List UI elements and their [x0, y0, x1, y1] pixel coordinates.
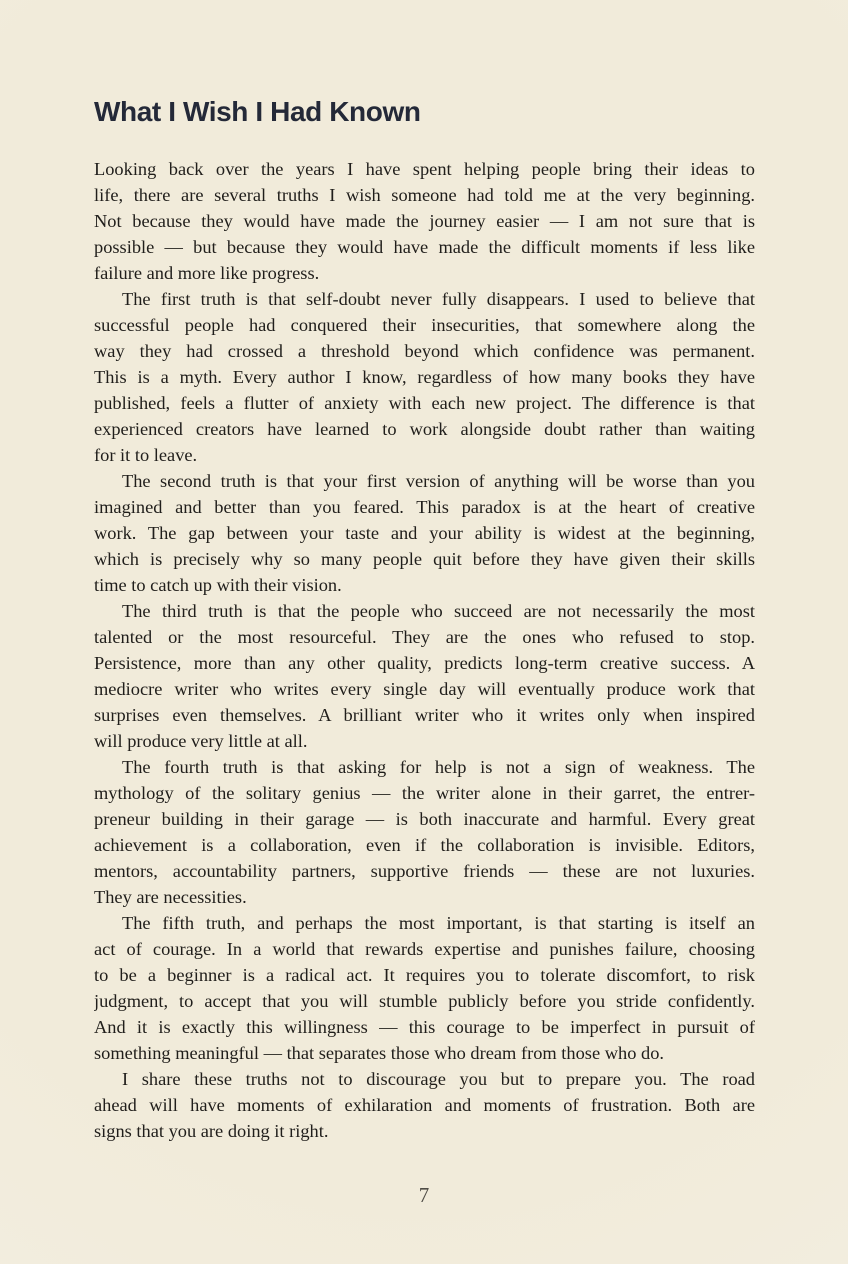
text-line: way they had crossed a threshold beyond which confidence was permanent. [94, 341, 755, 361]
text-line: failure and more like progress. [94, 263, 320, 283]
text-line: mythology of the solitary genius — the writer alone in their garret, the entrer- [94, 783, 755, 803]
text-line: which is precisely why so many people quit before they have given their skills [94, 549, 755, 569]
text-line: Persistence, more than any other quality, predicts long-term creative success. A [94, 653, 755, 673]
page-content [94, 0, 755, 1144]
text-line: I share these truths not to discourage you but to prepare you. The road [122, 1069, 755, 1089]
text-line: imagined and better than you feared. This paradox is at the heart of creative [94, 497, 755, 517]
paragraph [94, 598, 755, 754]
text-line: signs that you are doing it right. [94, 1121, 329, 1141]
text-line: mediocre writer who writes every single day will eventually produce work that [94, 679, 755, 699]
paragraph [94, 754, 755, 910]
text-line: time to catch up with their vision. [94, 575, 342, 595]
text-line: This is a myth. Every author I know, regardless of how many books they have [94, 367, 755, 387]
text-line: will produce very little at all. [94, 731, 308, 751]
text-line: successful people had conquered their insecurities, that somewhere along the [94, 315, 755, 335]
text-line: mentors, accountability partners, supportive friends — these are not luxuries. [94, 861, 755, 881]
text-line: for it to leave. [94, 445, 198, 465]
paragraph [94, 468, 755, 598]
text-line: talented or the most resourceful. They are the ones who refused to stop. [94, 627, 755, 647]
paragraph [94, 156, 755, 286]
text-line: The fourth truth is that asking for help is not a sign of weakness. The [122, 757, 755, 777]
text-line: They are necessities. [94, 887, 247, 907]
text-line: something meaningful — that separates those who dream from those who do. [94, 1043, 664, 1063]
chapter-title: What I Wish I Had Known [94, 96, 421, 127]
text-line: life, there are several truths I wish someone had told me at the very beginning. [94, 185, 755, 205]
text-line: surprises even themselves. A brilliant writer who it writes only when inspired [94, 705, 755, 725]
text-line: to be a beginner is a radical act. It requires you to tolerate discomfort, to risk [94, 965, 755, 985]
paragraph [94, 910, 755, 1066]
text-line: achievement is a collaboration, even if the collaboration is invisible. Editors, [94, 835, 755, 855]
text-line: The fifth truth, and perhaps the most important, is that starting is itself an [122, 913, 755, 933]
article-body [94, 156, 755, 1144]
text-line: Looking back over the years I have spent helping people bring their ideas to [94, 159, 755, 179]
text-line: work. The gap between your taste and your ability is widest at the beginning, [94, 523, 755, 543]
text-line: judgment, to accept that you will stumble publicly before you stride confidently. [94, 991, 755, 1011]
text-line: Not because they would have made the journey easier — I am not sure that is [94, 211, 755, 231]
text-line: The first truth is that self-doubt never fully disappears. I used to believe that [122, 289, 755, 309]
paragraph [94, 286, 755, 468]
text-line: The second truth is that your first version of anything will be worse than you [122, 471, 755, 491]
text-line: published, feels a flutter of anxiety with each new project. The difference is that [94, 393, 755, 413]
text-line: ahead will have moments of exhilaration and moments of frustration. Both are [94, 1095, 755, 1115]
text-line: possible — but because they would have made the difficult moments if less like [94, 237, 755, 257]
text-line: preneur building in their garage — is both inaccurate and harmful. Every great [94, 809, 755, 829]
text-line: experienced creators have learned to work alongside doubt rather than waiting [94, 419, 755, 439]
text-line: And it is exactly this willingness — this courage to be imperfect in pursuit of [94, 1017, 755, 1037]
page-number: 7 [418, 1183, 430, 1207]
text-line: act of courage. In a world that rewards expertise and punishes failure, choosing [94, 939, 755, 959]
text-line: The third truth is that the people who succeed are not necessarily the most [122, 601, 755, 621]
paragraph [94, 1066, 755, 1144]
